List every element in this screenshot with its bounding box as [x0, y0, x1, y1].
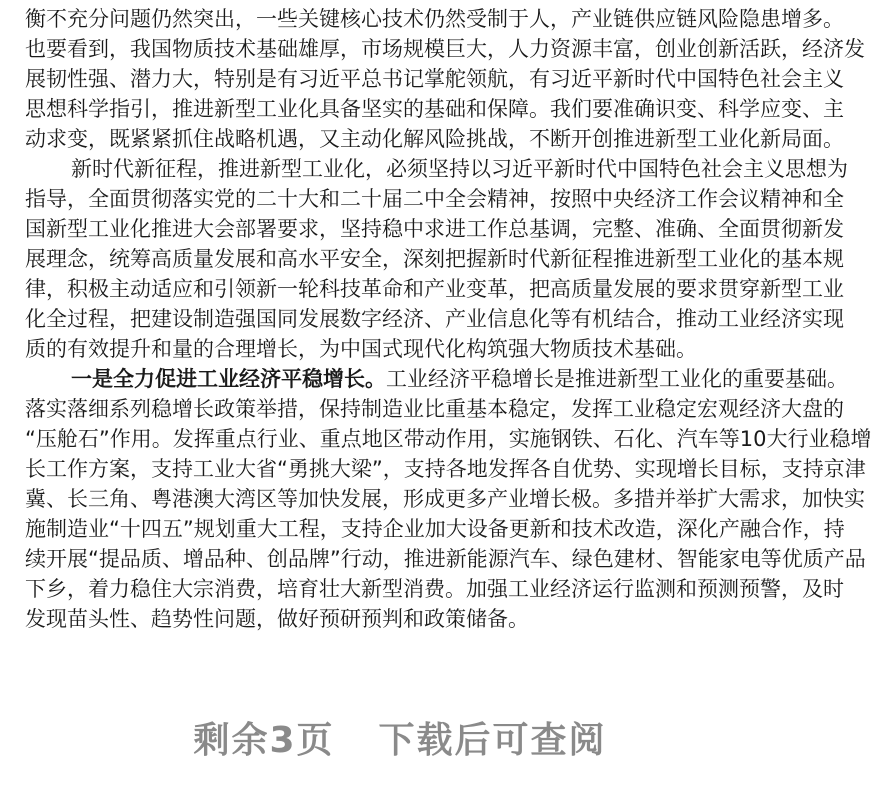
document-body	[25, 4, 871, 634]
text-line: 展理念，统筹高质量发展和高水平安全，深刻把握新时代新征程推进新型工业化的基本规	[25, 247, 844, 271]
text-line: 下乡，着力稳住大宗消费，培育壮大新型消费。加强工业经济运行监测和预测预警，及时	[25, 577, 844, 601]
text-line: 冀、长三角、粤港澳大湾区等加快发展，形成更多产业增长极。多措并举扩大需求，加快实	[25, 487, 865, 511]
text-line: 衡不充分问题仍然突出，一些关键核心技术仍然受制于人，产业链供应链风险隐患增多。	[25, 7, 844, 31]
text-span: 工业经济平稳增长是推进新型工业化的重要基础。	[386, 367, 848, 391]
remaining-pages-label: 剩余3页	[193, 720, 335, 761]
download-to-view-label[interactable]: 下载后可查阅	[378, 720, 607, 761]
text-line: 质的有效提升和量的合理增长，为中国式现代化构筑强大物质技术基础。	[25, 337, 697, 361]
text-line: “压舱石”作用。发挥重点行业、重点地区带动作用，实施钢铁、石化、汽车等10大行业稳增	[25, 427, 871, 451]
text-line: 也要看到，我国物质技术基础雄厚，市场规模巨大，人力资源丰富，创业创新活跃，经济发	[25, 37, 865, 61]
text-line: 施制造业“十四五”规划重大工程，支持企业加大设备更新和技术改造，深化产融合作，持	[25, 517, 845, 541]
text-line: 续开展“提品质、增品种、创品牌”行动，推进新能源汽车、绿色建材、智能家电等优质产品	[25, 547, 866, 571]
section-lead: 一是全力促进工业经济平稳增长。	[71, 367, 386, 391]
paragraph-1	[25, 4, 865, 154]
text-line: 落实落细系列稳增长政策举措，保持制造业比重基本稳定，发挥工业稳定宏观经济大盘的	[25, 397, 844, 421]
text-line: 动求变，既紧紧抓住战略机遇，又主动化解风险挑战，不断开创推进新型工业化新局面。	[25, 127, 844, 151]
text-line	[25, 364, 848, 394]
text-line: 展韧性强、潜力大，特别是有习近平总书记掌舵领航，有习近平新时代中国特色社会主义	[25, 67, 844, 91]
text-line: 新时代新征程，推进新型工业化，必须坚持以习近平新时代中国特色社会主义思想为	[71, 157, 848, 181]
download-prompt[interactable]	[0, 712, 800, 763]
text-line: 律，积极主动适应和引领新一轮科技革命和产业变革，把高质量发展的要求贯穿新型工业	[25, 277, 844, 301]
text-line: 长工作方案，支持工业大省“勇挑大梁”，支持各地发挥各自优势、实现增长目标，支持京津	[25, 457, 866, 481]
text-line: 化全过程，把建设制造强国同发展数字经济、产业信息化等有机结合，推动工业经济实现	[25, 307, 844, 331]
paragraph-2	[25, 154, 848, 364]
text-line: 指导，全面贯彻落实党的二十大和二十届二中全会精神，按照中央经济工作会议精神和全	[25, 187, 844, 211]
text-line: 国新型工业化推进大会部署要求，坚持稳中求进工作总基调，完整、准确、全面贯彻新发	[25, 217, 844, 241]
text-line: 发现苗头性、趋势性问题，做好预研预判和政策储备。	[25, 607, 529, 631]
paragraph-3	[25, 364, 871, 634]
text-line: 思想科学指引，推进新型工业化具备坚实的基础和保障。我们要准确识变、科学应变、主	[25, 97, 844, 121]
